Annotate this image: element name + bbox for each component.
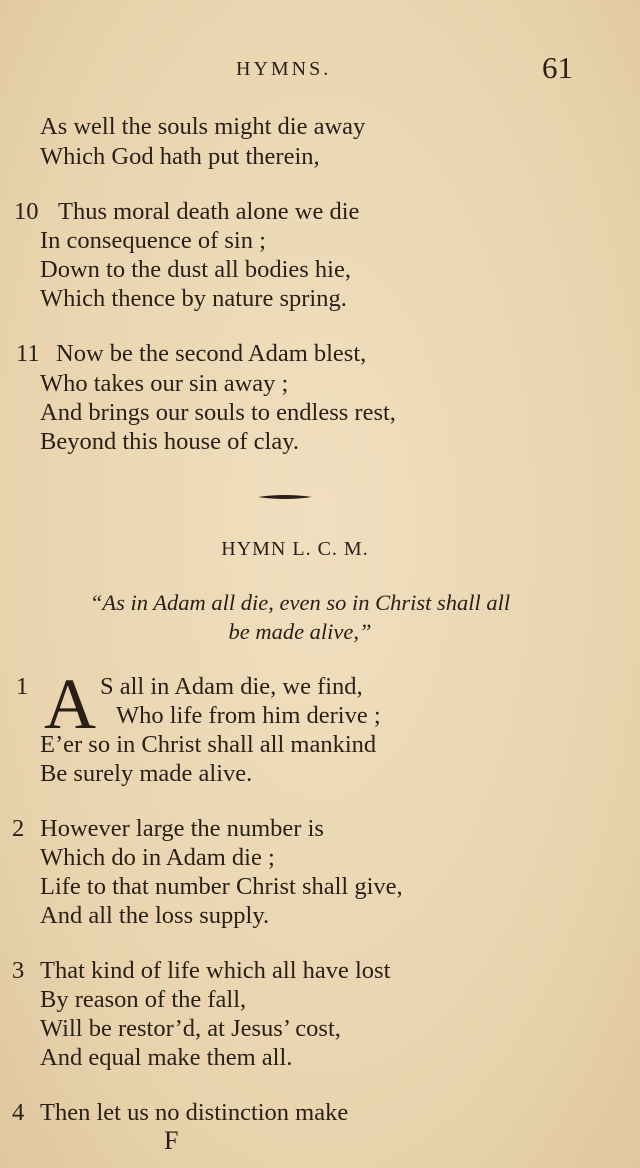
verse-line: Thus moral death alone we die [58, 198, 360, 225]
verse-line: However large the number is [40, 815, 324, 842]
drop-cap: A [44, 664, 96, 744]
verse-line: Life to that number Christ shall give, [40, 873, 403, 900]
verse-line: Who life from him derive ; [116, 702, 381, 729]
verse-line: Which God hath put therein, [40, 143, 320, 170]
verse-line: Beyond this house of clay. [40, 428, 300, 455]
verse-line: S all in Adam die, we find, [100, 673, 363, 700]
signature-mark: F [164, 1126, 179, 1155]
verse-line: And brings our souls to endless rest, [40, 399, 396, 426]
stanza-number: 1 [16, 673, 29, 700]
stanza-number: 10 [14, 198, 39, 225]
verse-line: Down to the dust all bodies hie, [40, 256, 351, 283]
verse-line: Which thence by nature spring. [40, 285, 347, 312]
verse-line: Now be the second Adam blest, [56, 340, 367, 367]
verse-line: Then let us no distinction make [40, 1099, 349, 1126]
stanza-number: 2 [12, 815, 25, 842]
verse-line: And all the loss supply. [40, 902, 270, 929]
page-number: 61 [542, 50, 573, 85]
verse-line: As well the souls might die away [40, 113, 366, 140]
verse-line: Will be restor’d, at Jesus’ cost, [40, 1015, 341, 1042]
stanza-number: 11 [16, 340, 40, 367]
verse-line: Which do in Adam die ; [40, 844, 275, 871]
verse-line: By reason of the fall, [40, 986, 247, 1013]
verse-line: And equal make them all. [40, 1044, 293, 1071]
stanza-number: 3 [12, 957, 25, 984]
running-head: HYMNS. [236, 58, 332, 80]
ornament-rule [258, 494, 312, 500]
epigraph-line: be made alive,” [228, 619, 372, 644]
verse-line: In consequence of sin ; [40, 227, 266, 254]
verse-line: Be surely made alive. [40, 760, 253, 787]
verse-line: That kind of life which all have lost [40, 957, 391, 984]
verse-line: E’er so in Christ shall all mankind [40, 731, 377, 758]
hymn-title: HYMN L. C. M. [221, 538, 369, 560]
stanza-number: 4 [12, 1099, 25, 1126]
epigraph-line: “As in Adam all die, even so in Christ shall all [89, 590, 511, 615]
verse-line: Who takes our sin away ; [40, 370, 289, 397]
